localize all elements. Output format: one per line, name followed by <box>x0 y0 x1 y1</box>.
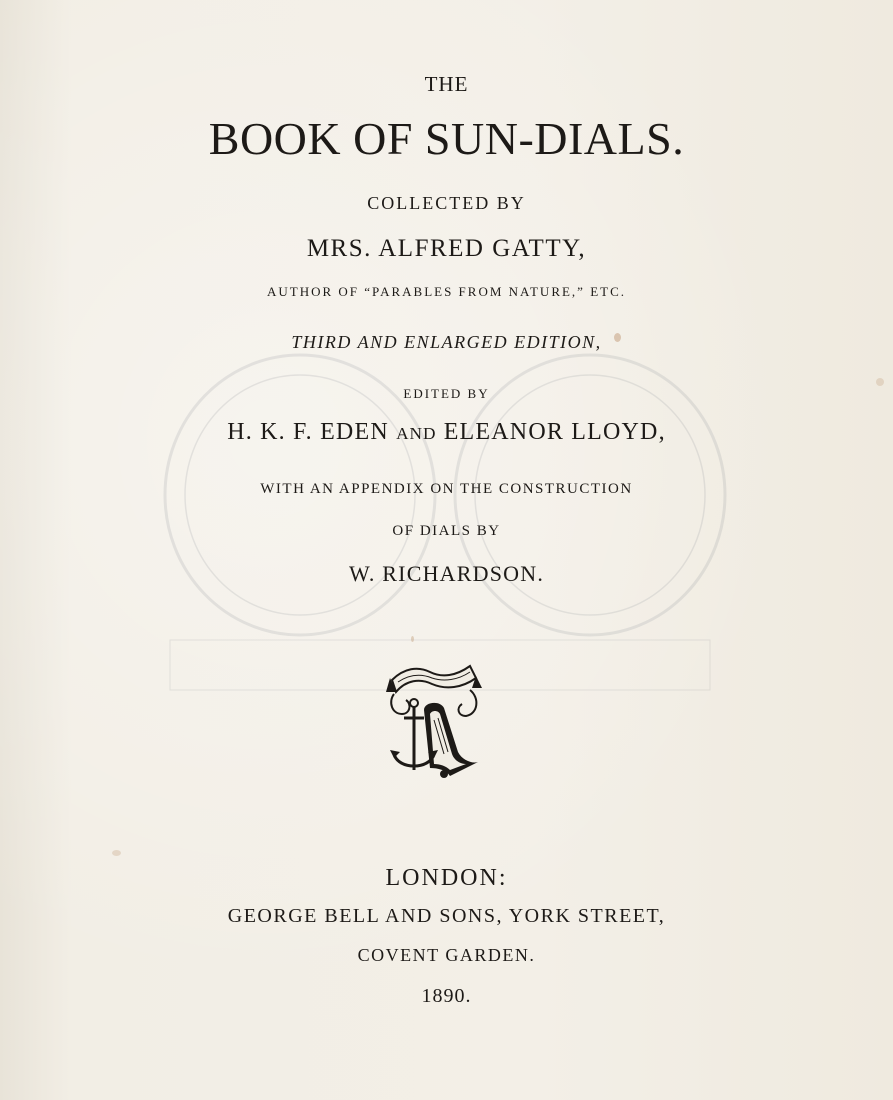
collected-by: COLLECTED BY <box>367 193 526 213</box>
author-name: MRS. ALFRED GATTY, <box>306 235 587 262</box>
appendix-line-2: OF DIALS BY <box>392 523 501 539</box>
editor-lloyd: ELEANOR LLOYD, <box>443 419 666 445</box>
foxing-speck <box>614 333 621 342</box>
publisher-address: COVENT GARDEN. <box>357 945 536 965</box>
publisher: GEORGE BELL AND SONS, YORK STREET, <box>227 905 666 927</box>
foxing-speck <box>112 850 121 856</box>
appendix-author: W. RICHARDSON. <box>348 561 545 586</box>
appendix-line-1: WITH AN APPENDIX ON THE CONSTRUCTION <box>260 481 633 497</box>
editors <box>0 420 893 444</box>
author-previous-work: AUTHOR OF “PARABLES FROM NATURE,” ETC. <box>266 284 627 299</box>
publication-year: 1890. <box>421 985 472 1007</box>
editor-and: AND <box>396 424 437 443</box>
bell-anchor-printers-device-icon <box>384 658 484 782</box>
edition: THIRD AND ENLARGED EDITION, <box>291 332 602 352</box>
edited-by: EDITED BY <box>403 386 490 401</box>
foxing-speck <box>411 636 414 642</box>
book-title: BOOK OF SUN-DIALS. <box>208 113 685 164</box>
title-the: THE <box>424 72 469 96</box>
editor-eden: H. K. F. EDEN <box>227 419 389 445</box>
place-of-publication: LONDON: <box>385 865 508 891</box>
foxing-speck <box>876 378 884 386</box>
